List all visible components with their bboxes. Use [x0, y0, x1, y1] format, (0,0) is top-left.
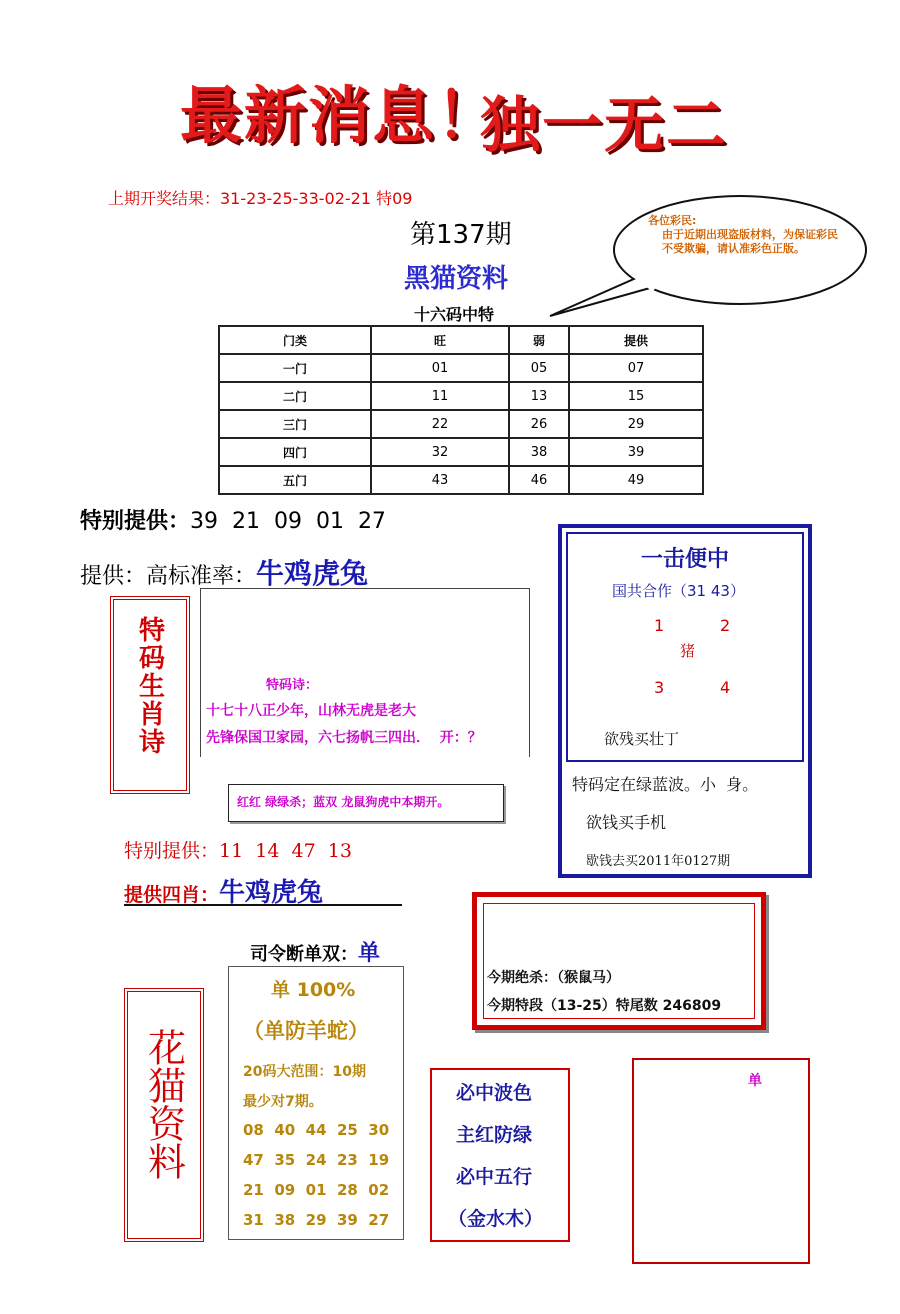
table-cell: 49: [569, 466, 703, 494]
hit-box-n4: 4: [720, 678, 731, 697]
flower-label-box: [124, 988, 204, 1242]
table-cell: 四门: [219, 438, 371, 466]
wave-color-line-4: （金水木）: [448, 1208, 544, 1230]
wave-color-line-3: 必中五行: [456, 1166, 533, 1188]
special-provide-2-label: 特别提供：: [124, 840, 220, 862]
headline-right: 独一无二: [480, 91, 728, 161]
zodiac-provide-value: 牛鸡虎兔: [256, 557, 369, 590]
table-cell: 05: [509, 354, 569, 382]
flower-line-2: （单防羊蛇）: [243, 1019, 369, 1043]
kill-box: [472, 892, 766, 1030]
poem-line-2: 先锋保国卫家园，六七扬帆三四出． 开：？: [206, 730, 482, 746]
special-provide-1-label: 特别提供：: [80, 509, 191, 534]
four-zodiac-label: 提供四肖：: [124, 884, 220, 906]
wave-color-box: [430, 1068, 570, 1242]
poem-line-1: 十七十八正少年，山林无虎是老大: [206, 703, 416, 719]
table-header: 提供: [569, 326, 703, 354]
table-cell: 01: [371, 354, 509, 382]
table-header-row: [219, 326, 703, 354]
special-provide-1: [80, 504, 386, 535]
color-note-box: [228, 784, 504, 822]
source-title: 黑猫资料: [404, 264, 509, 294]
hit-box-bottom: 欲残买壮丁: [604, 730, 680, 748]
zodiac-provide-label: 提供：高标准率：: [80, 564, 257, 589]
speech-bubble-line2: 由于近期出现盗版材料，为保证彩民不受欺骗，请认准彩色正版。: [662, 228, 838, 255]
color-note: 红红 绿绿杀；蓝双 龙鼠狗虎中本期开。: [237, 795, 450, 809]
flower-row: 08 40 44 25 30: [243, 1121, 390, 1139]
table-cell: 26: [509, 410, 569, 438]
table-cell: 29: [569, 410, 703, 438]
table-cell: 15: [569, 382, 703, 410]
hit-box: [558, 524, 812, 878]
flower-row: 47 35 24 23 19: [243, 1151, 390, 1169]
table-cell: 43: [371, 466, 509, 494]
table-row: [219, 354, 703, 382]
kill-box-line-2: 今期特段（13-25）特尾数 246809: [487, 998, 722, 1014]
special-provide-2: [124, 836, 352, 863]
poem-title: 特码诗：: [266, 678, 319, 693]
headline-left: 最新消息！: [180, 79, 501, 152]
wave-color-line-2: 主红防绿: [456, 1124, 533, 1146]
number-table: [218, 325, 704, 495]
flower-label: 花猫资料: [141, 1028, 186, 1180]
issue-number: 第137期: [410, 220, 512, 250]
wave-line-2: 欲钱买手机: [586, 813, 667, 832]
table-cell: 11: [371, 382, 509, 410]
hit-box-n2: 2: [720, 616, 731, 635]
table-row: [219, 466, 703, 494]
headline: [180, 48, 740, 161]
table-cell: 46: [509, 466, 569, 494]
four-zodiac-value: 牛鸡虎兔: [219, 878, 324, 908]
wave-color-line-1: 必中波色: [456, 1082, 533, 1104]
hit-box-sub: 国共合作（31 43）: [612, 582, 745, 600]
flower-line-4: 最少对7期。: [243, 1094, 323, 1110]
table-cell: 13: [509, 382, 569, 410]
table-header: 弱: [509, 326, 569, 354]
table-row: [219, 382, 703, 410]
hit-box-n1: 1: [654, 616, 665, 635]
hit-box-n3: 3: [654, 678, 665, 697]
table-cell: 39: [569, 438, 703, 466]
table-cell: 一门: [219, 354, 371, 382]
speech-bubble: [648, 214, 838, 256]
table-cell: 三门: [219, 410, 371, 438]
flower-row: 21 09 01 28 02: [243, 1181, 390, 1199]
four-zodiac: [124, 872, 402, 906]
table-cell: 32: [371, 438, 509, 466]
flower-line-3: 20码大范围：10期: [243, 1064, 366, 1080]
zodiac-provide: [80, 552, 368, 592]
special-provide-2-numbers: 11 14 47 13: [219, 840, 352, 862]
table-cell: 22: [371, 410, 509, 438]
empty-box-label: 单: [748, 1073, 762, 1089]
odd-even: [250, 936, 380, 967]
odd-even-value: 单: [358, 940, 381, 966]
odd-even-label: 司令断单双：: [250, 944, 358, 965]
special-provide-1-numbers: 39 21 09 01 27: [190, 509, 386, 534]
table-row: [219, 410, 703, 438]
hit-box-title: 一击便中: [640, 546, 729, 572]
empty-box: [632, 1058, 810, 1264]
wave-line-3: 歇钱去买2011年0127期: [586, 854, 731, 869]
table-row: [219, 438, 703, 466]
table-cell: 07: [569, 354, 703, 382]
poem-label: 特码生肖诗: [134, 616, 165, 756]
table-cell: 38: [509, 438, 569, 466]
subtitle: 十六码中特: [414, 305, 495, 324]
flower-row: 31 38 29 39 27: [243, 1211, 390, 1229]
flower-line-1: 单 100%: [271, 979, 356, 1001]
last-result: 上期开奖结果：31-23-25-33-02-21 特09: [108, 189, 413, 208]
table-header: 旺: [371, 326, 509, 354]
table-cell: 二门: [219, 382, 371, 410]
hit-box-mid: 猪: [680, 642, 696, 660]
poem-label-box: [110, 596, 190, 794]
wave-line-1: 特码定在绿蓝波。小 身。: [572, 775, 759, 794]
table-header: 门类: [219, 326, 371, 354]
flower-box: [228, 966, 404, 1240]
table-cell: 五门: [219, 466, 371, 494]
speech-bubble-line1: 各位彩民:: [648, 214, 697, 227]
kill-box-line-1: 今期绝杀：（猴鼠马）: [487, 970, 620, 986]
